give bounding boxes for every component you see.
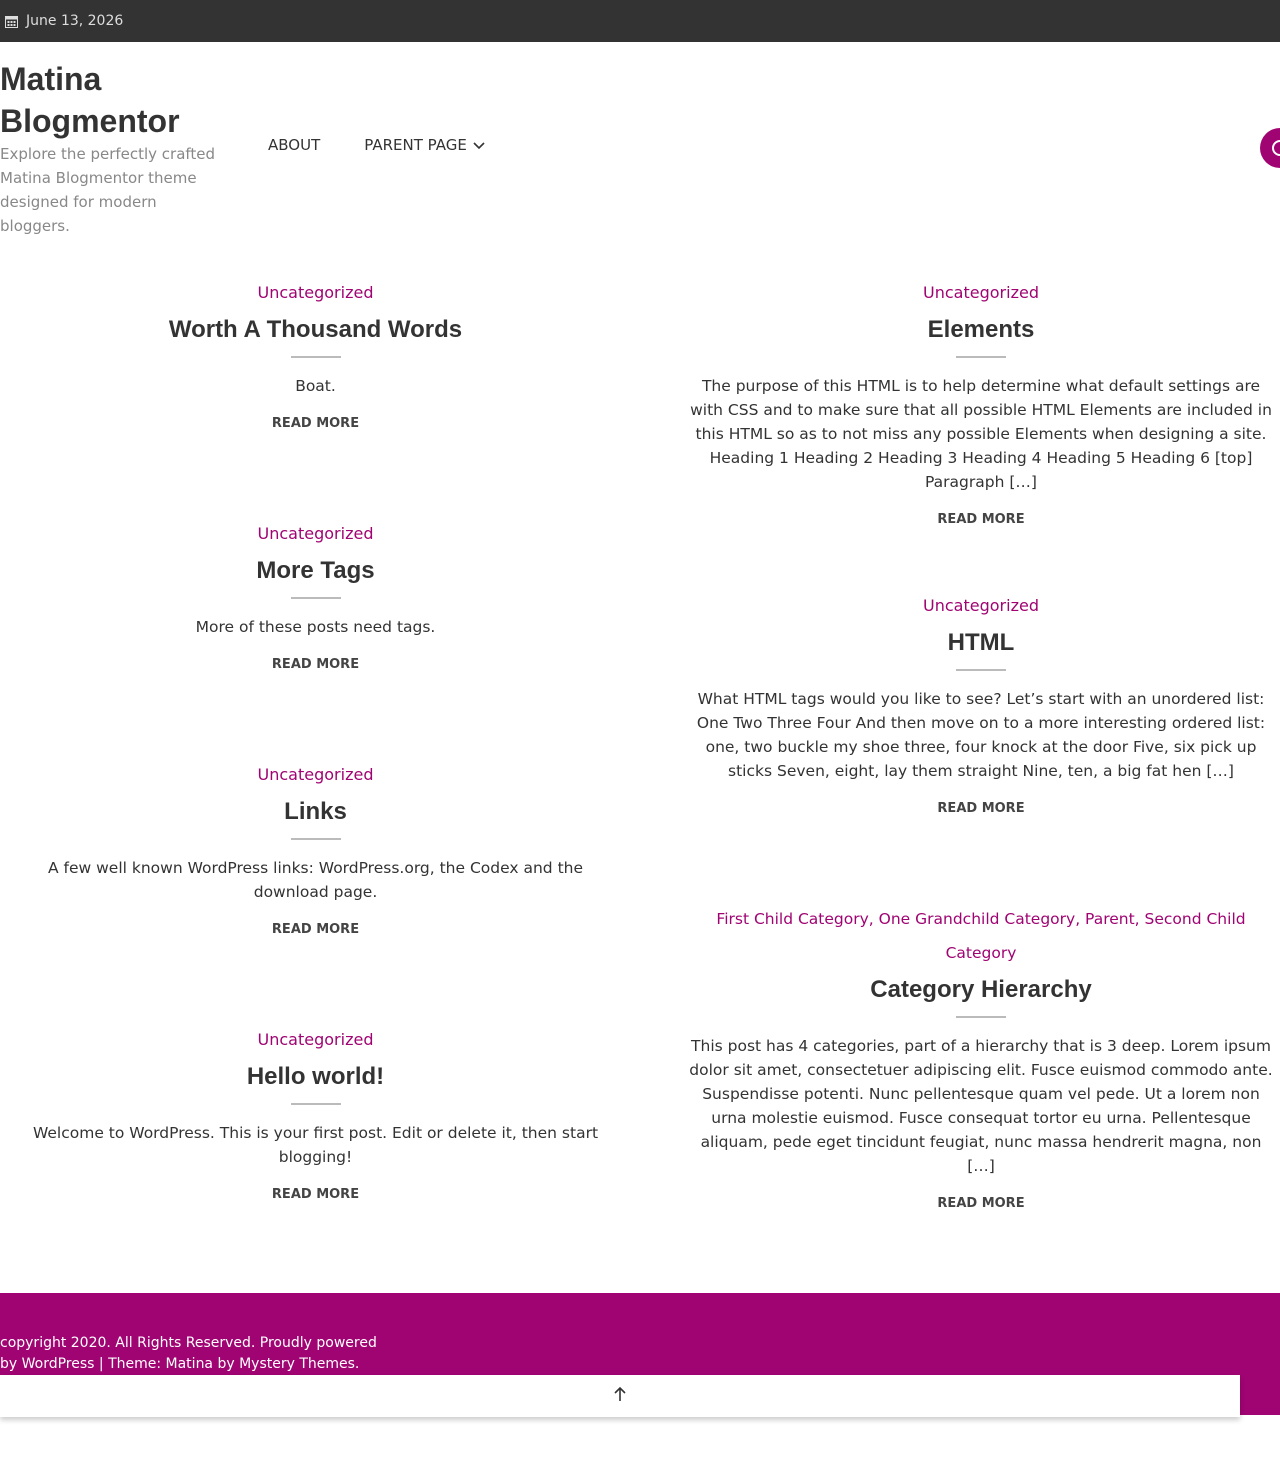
posts-column-left [30,276,601,1202]
post-category[interactable]: First Child Category, One Grandchild Category, Parent, Second Child Category [716,910,1246,962]
title-divider [291,356,341,358]
post-card [30,758,601,1023]
posts-column-right [688,276,1274,1211]
post-card [688,902,1274,1211]
title-divider [956,356,1006,358]
nav-item-label: PARENT PAGE [364,136,467,154]
post-excerpt: More of these posts need tags. [195,618,436,636]
scroll-to-top-button[interactable] [0,1375,1240,1417]
title-divider [291,838,341,840]
post-excerpt: The purpose of this HTML is to help determine what default settings are with CSS and to make sure that all possible HTML Elements are included in this HTML so as to not miss any possible Elements when designing a site. Heading 1 Heading 2 Heading 3 Heading 4 Heading 5 Heading 6 [top] Paragraph […] [690,377,1272,491]
nav-item-about[interactable] [268,136,320,154]
primary-nav [268,136,529,154]
post-excerpt: Boat. [295,377,336,395]
post-title[interactable]: HTML [947,629,1015,656]
post-excerpt: What HTML tags would you like to see? Let’s start with an unordered list: One Two Three Four And then move on to a more interesting ordered list: one, two buckle my shoe three, four knock at the door Five, six pick up sticks Seven, eight, lay them straight Nine, ten, a big fat hen […] [696,690,1266,780]
nav-item-label: ABOUT [268,136,321,154]
post-excerpt: This post has 4 categories, part of a hierarchy that is 3 deep. Lorem ipsum dolor sit amet, consectetuer adipiscing elit. Fusce euismod commodo ante. Suspendisse potenti. Nunc pellentesque quam vel pede. Ut a lorem non urna molestie euismod. Fusce consequat tortor eu urna. Pellentesque aliquam, pede eget tincidunt feugiat, nunc massa hendrerit magna, non […] [689,1037,1273,1175]
post-excerpt: Welcome to WordPress. This is your first post. Edit or delete it, then start blogging! [32,1124,599,1166]
read-more-link[interactable]: READ MORE [937,512,1025,527]
read-more-link[interactable]: READ MORE [937,1196,1025,1211]
post-title[interactable]: Hello world! [246,1063,385,1090]
post-card [30,517,601,758]
post-category[interactable]: Uncategorized [257,283,374,302]
post-title[interactable]: Links [284,798,347,825]
post-title[interactable]: More Tags [256,557,375,584]
post-category[interactable]: Uncategorized [257,765,374,784]
site-title[interactable]: Matina Blogmentor [0,61,180,139]
title-divider [291,597,341,599]
post-card [30,1023,601,1202]
search-icon [1272,140,1280,156]
post-card [30,276,601,517]
post-title[interactable]: Elements [927,316,1035,343]
post-category[interactable]: Uncategorized [923,283,1039,302]
read-more-link[interactable]: READ MORE [937,801,1025,816]
post-category[interactable]: Uncategorized [257,524,374,543]
post-category[interactable]: Uncategorized [923,596,1039,615]
current-date: June 13, 2026 [26,13,124,29]
read-more-link[interactable]: READ MORE [271,1187,360,1202]
title-divider [956,669,1006,671]
post-card [688,276,1274,589]
post-excerpt: A few well known WordPress links: WordPress.org, the Codex and the download page. [47,859,584,901]
read-more-link[interactable]: READ MORE [271,416,360,431]
top-bar [0,0,1280,42]
arrow-up-icon [613,1386,627,1406]
post-category[interactable]: Uncategorized [257,1030,374,1049]
post-title[interactable]: Worth A Thousand Words [168,316,463,343]
chevron-down-icon [473,136,485,154]
post-title[interactable]: Category Hierarchy [870,976,1092,1003]
title-divider [956,1016,1006,1018]
search-button[interactable] [1260,128,1280,168]
nav-item-parent-page[interactable] [364,136,485,154]
read-more-link[interactable]: READ MORE [271,657,360,672]
site-tagline: Explore the perfectly crafted Matina Blogmentor theme designed for modern bloggers. [0,145,216,235]
read-more-link[interactable]: READ MORE [271,922,360,937]
title-divider [291,1103,341,1105]
site-branding [0,58,230,238]
calendar-icon [5,15,18,28]
footer-copyright: copyright 2020. All Rights Reserved. Proudly powered by WordPress | Theme: Matina by Mystery Themes. [0,1335,377,1372]
post-card [688,589,1274,902]
